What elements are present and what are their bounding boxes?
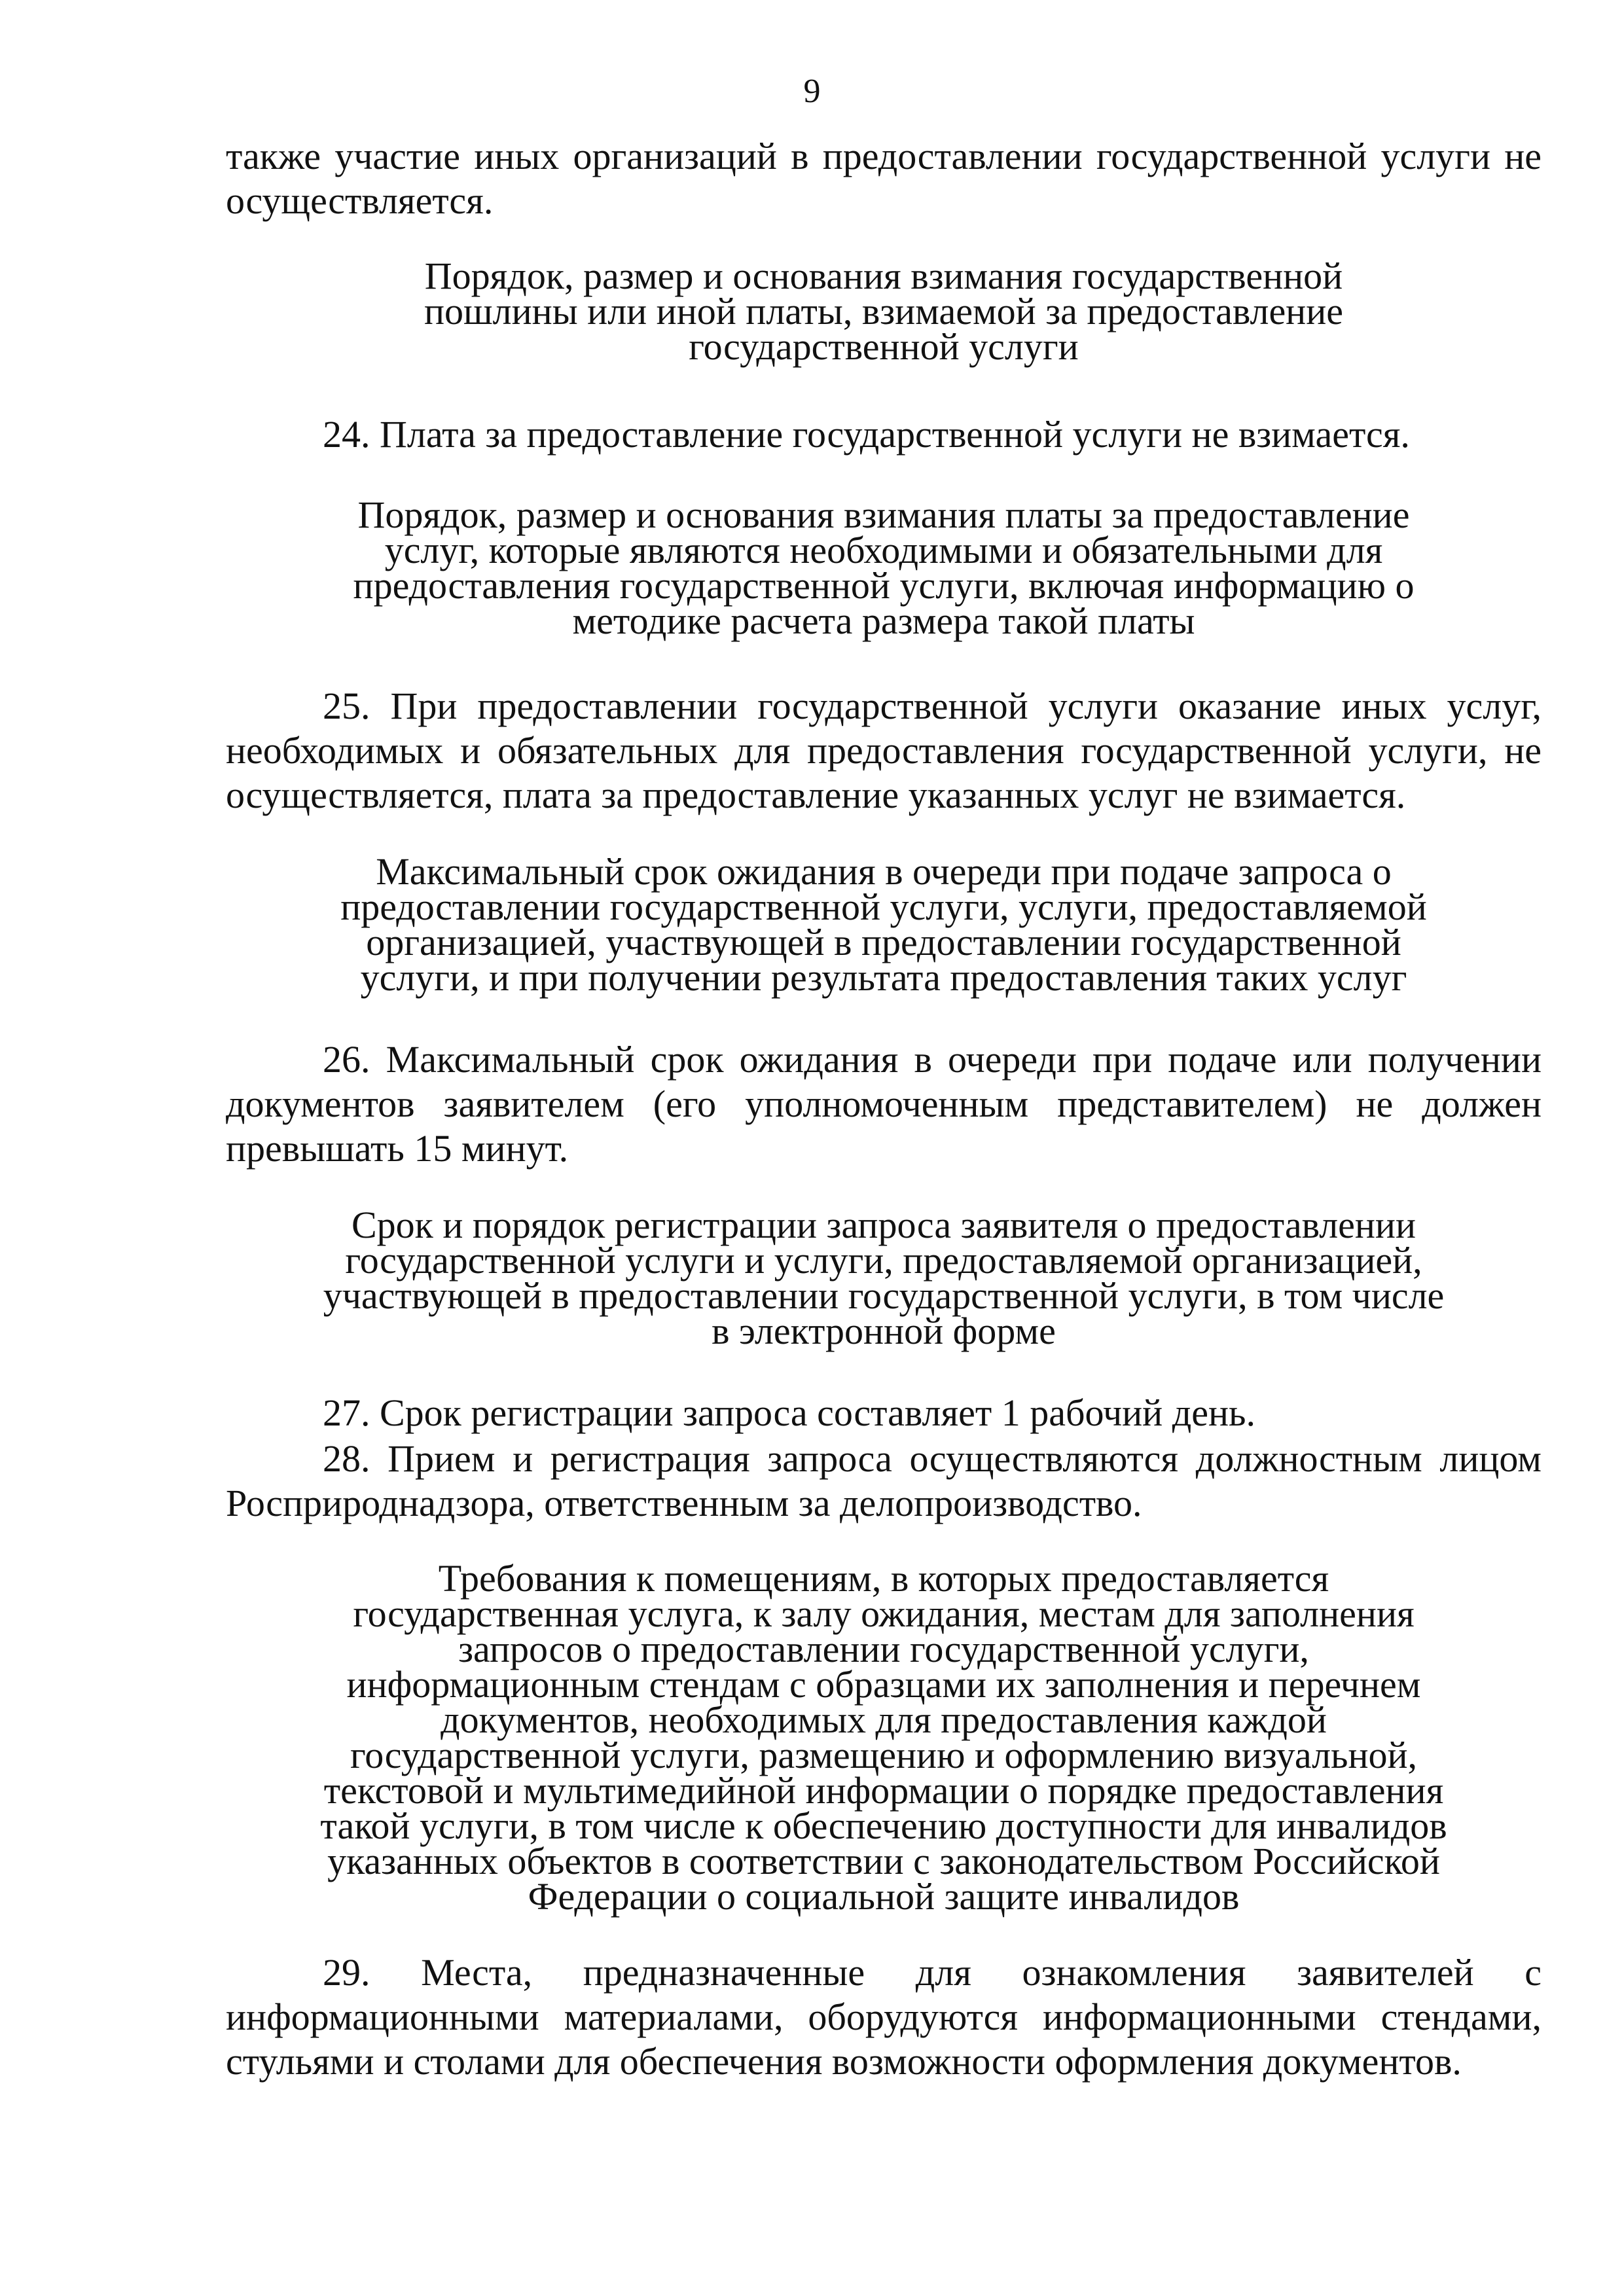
heading-line: Максимальный срок ожидания в очереди при подаче запроса о — [376, 850, 1392, 893]
paragraph-line: также участие иных организаций в предоставлении государственной услуги не — [226, 135, 1542, 177]
heading-line: пошлины или иной платы, взимаемой за предоставление — [424, 290, 1344, 332]
heading-line: в электронной форме — [712, 1310, 1056, 1352]
heading-line: указанных объектов в соответствии с законодательством Российской — [327, 1840, 1440, 1882]
section-heading-queue-time — [226, 850, 1542, 999]
heading-line: услуги, и при получении результата предоставления таких услуг — [360, 956, 1407, 999]
heading-line: запросов о предоставлении государственной услуги, — [458, 1628, 1309, 1670]
paragraph-line: осуществляется, плата за предоставление указанных услуг не взимается. — [226, 774, 1406, 816]
heading-line: такой услуги, в том числе к обеспечению доступности для инвалидов — [320, 1804, 1447, 1847]
paragraph-28 — [226, 1437, 1542, 1526]
heading-line: методике расчета размера такой платы — [572, 600, 1195, 642]
paragraph-line: документов заявителем (его уполномоченным представителем) не должен — [226, 1083, 1542, 1125]
heading-line: услуг, которые являются необходимыми и обязательными для — [384, 529, 1383, 571]
paragraph-24 — [226, 412, 1542, 457]
heading-line: информационным стендам с образцами их заполнения и перечнем — [346, 1663, 1421, 1706]
paragraph-line: Росприроднадзора, ответственным за делопроизводство. — [226, 1482, 1142, 1524]
heading-line: предоставлении государственной услуги, услуги, предоставляемой — [340, 886, 1427, 928]
paragraph-27 — [226, 1391, 1542, 1435]
heading-line: Срок и порядок регистрации запроса заявителя о предоставлении — [351, 1204, 1416, 1246]
paragraph-line: информационными материалами, оборудуются информационными стендами, — [226, 1996, 1542, 2038]
heading-line: документов, необходимых для предоставления каждой — [441, 1698, 1327, 1741]
section-heading-service-fee — [226, 493, 1542, 642]
heading-line: государственной услуги, размещению и оформлению визуальной, — [350, 1734, 1418, 1776]
heading-line: Порядок, размер и основания взимания государственной — [424, 255, 1343, 297]
paragraph-line: 28. Прием и регистрация запроса осуществляются должностным лицом — [323, 1437, 1542, 1480]
paragraph-line: 29. Места, предназначенные для ознакомления заявителей с — [323, 1951, 1542, 1994]
heading-line: Федерации о социальной защите инвалидов — [528, 1875, 1240, 1918]
paragraph-29 — [226, 1950, 1542, 2084]
section-heading-state-fee — [226, 255, 1542, 368]
paragraph-line: 24. Плата за предоставление государственной услуги не взимается. — [323, 413, 1410, 456]
section-heading-registration — [226, 1204, 1542, 1352]
heading-line: Порядок, размер и основания взимания платы за предоставление — [357, 493, 1410, 536]
paragraph-line: 25. При предоставлении государственной услуги оказание иных услуг, — [323, 685, 1542, 727]
heading-line: государственная услуга, к залу ожидания, местам для заполнения — [353, 1592, 1415, 1635]
paragraph-line: осуществляется. — [226, 179, 494, 222]
heading-line: Требования к помещениям, в которых предоставляется — [438, 1557, 1329, 1600]
section-heading-premises-requirements — [226, 1557, 1542, 1918]
paragraph-25 — [226, 684, 1542, 817]
paragraph-26 — [226, 1037, 1542, 1171]
heading-line: предоставления государственной услуги, включая информацию о — [353, 564, 1415, 607]
paragraph-line: 27. Срок регистрации запроса составляет 1 рабочий день. — [323, 1391, 1255, 1434]
paragraph-intro — [226, 134, 1542, 223]
heading-line: организацией, участвующей в предоставлении государственной — [366, 921, 1401, 963]
heading-line: участвующей в предоставлении государственной услуги, в том числе — [323, 1274, 1445, 1317]
heading-line: государственной услуги и услуги, предоставляемой организацией, — [345, 1239, 1422, 1282]
paragraph-line: стульями и столами для обеспечения возможности оформления документов. — [226, 2040, 1462, 2083]
paragraph-line: необходимых и обязательных для предоставления государственной услуги, не — [226, 729, 1542, 772]
heading-line: государственной услуги — [689, 325, 1079, 368]
heading-line: текстовой и мультимедийной информации о порядке предоставления — [323, 1769, 1444, 1812]
page-number: 9 — [803, 73, 821, 110]
paragraph-line: превышать 15 минут. — [226, 1127, 569, 1170]
paragraph-line: 26. Максимальный срок ожидания в очереди при подаче или получении — [323, 1038, 1542, 1081]
